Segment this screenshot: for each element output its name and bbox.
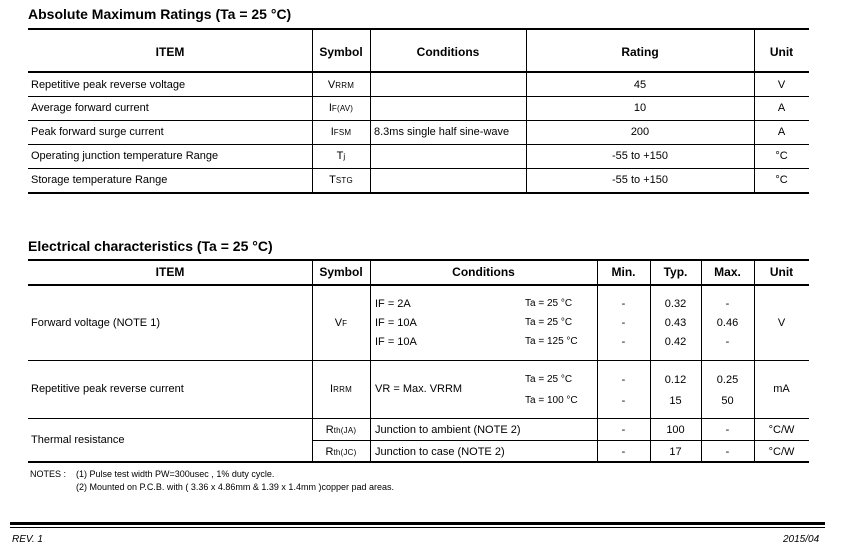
ec-row-rule [28,360,809,361]
amr-unit: °C [775,150,788,162]
amr-item: Operating junction temperature Range [31,150,219,162]
amr-top-rule [28,28,809,30]
footer-date: 2015/04 [783,534,820,545]
ec-forward-item: Forward voltage (NOTE 1) [31,317,160,329]
amr-rating: 10 [633,102,647,114]
ec-forward-unit: V [777,317,786,329]
ec-header-rule [28,284,809,286]
footer-rule-thick [10,522,825,525]
amr-unit: A [777,102,786,114]
amr-symbol: TSTG [329,174,353,186]
ec-header-symbol: Symbol [319,265,363,279]
ec-forward-symbol: VF [334,317,348,329]
ec-thermal-cond: Junction to ambient (NOTE 2) [375,424,521,436]
amr-item: Repetitive peak reverse voltage [31,79,186,91]
ec-forward-max: 0.46 [716,317,739,329]
ec-col-divider [370,261,371,461]
ec-reverse-ta: Ta = 25 °C [525,374,573,385]
ec-thermal-min: - [621,446,626,458]
amr-row-rule [28,120,809,121]
ec-reverse-item: Repetitive peak reverse current [31,383,184,395]
amr-header-conditions: Conditions [416,45,480,59]
ec-reverse-typ: 0.12 [664,374,687,386]
note-1: (1) Pulse test width PW=300usec , 1% duty cycle. [76,469,275,479]
ec-reverse-min: - [621,374,626,386]
footer-rule-thin [10,527,825,528]
amr-item: Storage temperature Range [31,174,168,186]
ec-header-item: ITEM [155,265,185,279]
ec-forward-min: - [621,298,626,310]
ec-reverse-unit: mA [773,383,790,395]
ec-forward-max: - [725,336,730,348]
amr-header-symbol: Symbol [319,45,363,59]
amr-header-item: ITEM [155,45,185,59]
ec-thermal-item: Thermal resistance [31,434,125,446]
amr-unit: V [777,79,786,91]
ec-forward-min: - [621,336,626,348]
ec-thermal-min: - [621,424,626,436]
ec-reverse-max: 50 [721,395,734,407]
ec-thermal-max: - [725,446,730,458]
amr-symbol: VRRM [327,79,355,91]
ec-header-min: Min. [611,265,636,279]
ec-header-typ: Typ. [663,265,688,279]
amr-item: Average forward current [31,102,149,114]
ec-subrow-rule [312,440,809,441]
ec-forward-ta: Ta = 25 °C [525,317,573,328]
ec-header-max: Max. [714,265,741,279]
amr-rating: -55 to +150 [612,174,668,186]
ec-reverse-min: - [621,395,626,407]
amr-title: Absolute Maximum Ratings (Ta = 25 °C) [28,6,292,22]
amr-rating: 45 [633,79,647,91]
ec-reverse-symbol: IRRM [330,383,352,395]
ec-forward-typ: 0.42 [664,336,687,348]
amr-header-unit: Unit [769,45,794,59]
ec-reverse-max: 0.25 [716,374,739,386]
ec-thermal-symbol: Rth(JA) [325,424,357,436]
ec-forward-ta: Ta = 25 °C [525,298,573,309]
amr-header-rating: Rating [621,45,659,59]
ec-forward-min: - [621,317,626,329]
ec-thermal-cond: Junction to case (NOTE 2) [375,446,505,458]
ec-forward-cond: IF = 10A [375,317,417,329]
footer-revision: REV. 1 [12,534,43,545]
ec-header-conditions: Conditions [452,265,515,279]
ec-forward-max: - [725,298,730,310]
amr-symbol: IFSM [330,126,352,138]
ec-thermal-typ: 100 [666,424,685,436]
ec-top-rule [28,259,809,261]
ec-forward-ta: Ta = 125 °C [525,336,578,347]
amr-row-rule [28,144,809,145]
ec-thermal-max: - [725,424,730,436]
ec-thermal-symbol: Rth(JC) [325,446,357,458]
ec-thermal-typ: 17 [669,446,682,458]
amr-conditions: 8.3ms single half sine-wave [374,126,510,138]
notes-label: NOTES : [30,469,67,479]
amr-row-rule [28,168,809,169]
amr-bottom-rule [28,192,809,194]
ec-bottom-rule [28,461,809,463]
amr-unit: °C [775,174,788,186]
ec-forward-cond: IF = 2A [375,298,411,310]
ec-title: Electrical characteristics (Ta = 25 °C) [28,238,273,254]
amr-header-rule [28,71,809,73]
amr-symbol: Tj [336,150,346,162]
ec-thermal-unit: °C/W [768,424,795,436]
amr-unit: A [777,126,786,138]
ec-row-rule [28,418,809,419]
amr-rating: -55 to +150 [612,150,668,162]
ec-header-unit: Unit [769,265,794,279]
amr-symbol: IF(AV) [328,102,354,114]
ec-forward-typ: 0.32 [664,298,687,310]
ec-reverse-cond: VR = Max. VRRM [375,383,463,395]
ec-reverse-ta: Ta = 100 °C [525,395,578,406]
amr-rating: 200 [630,126,650,138]
ec-forward-typ: 0.43 [664,317,687,329]
ec-forward-cond: IF = 10A [375,336,417,348]
amr-item: Peak forward surge current [31,126,164,138]
ec-reverse-typ: 15 [669,395,682,407]
amr-row-rule [28,96,809,97]
note-2: (2) Mounted on P.C.B. with ( 3.36 x 4.86mm & 1.39 x 1.4mm )copper pad areas. [76,482,394,492]
ec-thermal-unit: °C/W [768,446,795,458]
